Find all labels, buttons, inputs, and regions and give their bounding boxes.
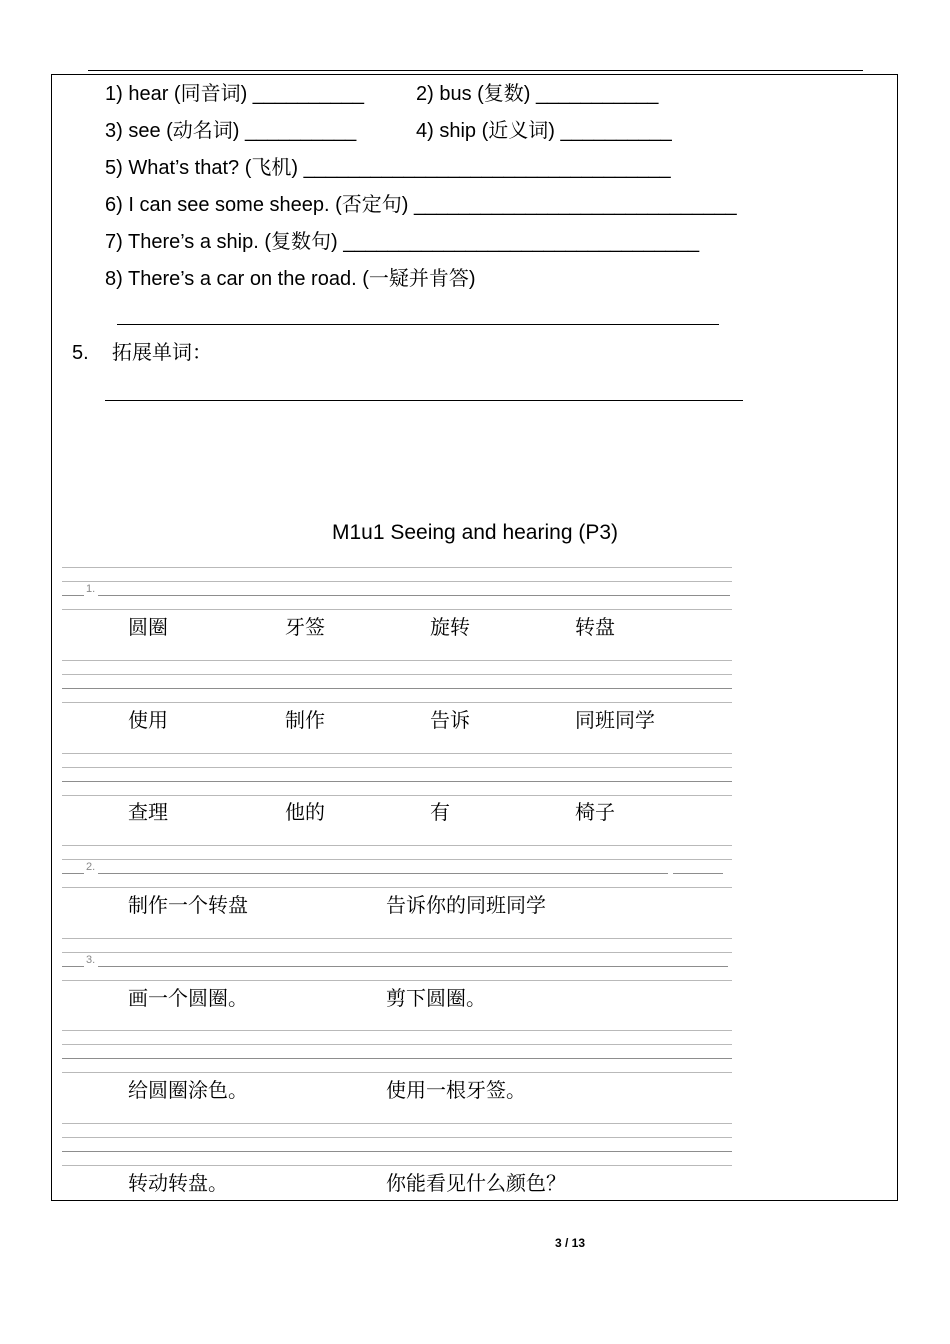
guide-line (98, 966, 728, 967)
guide-line (62, 938, 732, 939)
guide-line (62, 1137, 732, 1138)
guide-line (62, 581, 732, 582)
section-label: 拓展单词： (112, 340, 212, 364)
phrase: 制作一个转盘 (128, 893, 248, 917)
exercise-item-4: 4) ship (近义词) __________ (416, 120, 672, 142)
sentence: 转动转盘。 (128, 1171, 228, 1195)
guide-line (62, 781, 732, 782)
exercise-item-6: 6) I can see some sheep. (否定句) _____________________________ (105, 194, 737, 216)
answer-line (105, 400, 743, 401)
sentence: 你能看见什么颜色？ (386, 1171, 566, 1195)
vocab-word: 转盘 (575, 615, 615, 639)
exercise-item-2: 2) bus (复数) ___________ (416, 83, 659, 105)
page-number: 3 / 13 (554, 1236, 586, 1250)
vocab-word: 告诉 (430, 708, 470, 732)
guide-line (62, 1072, 732, 1073)
header-rule (88, 70, 863, 71)
guide-line (62, 1123, 732, 1124)
section-number: 5. (72, 342, 89, 364)
sentence: 给圆圈涂色。 (128, 1078, 248, 1102)
guide-line (98, 595, 730, 596)
vocab-word: 同班同学 (575, 708, 655, 732)
vocab-word: 椅子 (575, 800, 615, 824)
guide-line (62, 688, 732, 689)
vocab-word: 他的 (285, 800, 325, 824)
exercise-item-3: 3) see (动名词) __________ (105, 120, 357, 142)
guide-line (62, 660, 732, 661)
guide-line (62, 1044, 732, 1045)
guide-line (62, 859, 732, 860)
guide-line (673, 873, 723, 874)
guide-line (62, 1030, 732, 1031)
guide-line (62, 567, 732, 568)
guide-line (62, 966, 84, 967)
exercise-item-5: 5) What’s that? (飞机) _________________________________ (105, 157, 671, 179)
guide-line (98, 873, 668, 874)
part-number: 2. (86, 861, 96, 873)
guide-line (62, 952, 732, 953)
guide-line (62, 795, 732, 796)
guide-line (62, 1165, 732, 1166)
guide-line (62, 1058, 732, 1059)
answer-line (117, 324, 719, 325)
guide-line (62, 873, 84, 874)
guide-line (62, 753, 732, 754)
vocab-word: 制作 (285, 708, 325, 732)
vocab-word: 查理 (128, 800, 168, 824)
sentence: 画一个圆圈。 (128, 986, 248, 1010)
exercise-item-1: 1) hear (同音词) __________ (105, 83, 365, 105)
vocab-word: 旋转 (430, 615, 470, 639)
guide-line (62, 595, 84, 596)
part-number: 3. (86, 954, 96, 966)
guide-line (62, 1151, 732, 1152)
guide-line (62, 980, 732, 981)
lesson-title: M1u1 Seeing and hearing (P3) (331, 521, 619, 544)
guide-line (62, 767, 732, 768)
vocab-word: 使用 (128, 708, 168, 732)
guide-line (62, 845, 732, 846)
part-number: 1. (86, 583, 96, 595)
exercise-item-7: 7) There’s a ship. (复数句) ________________________________ (105, 231, 700, 253)
sentence: 剪下圆圈。 (386, 986, 486, 1010)
guide-line (62, 674, 732, 675)
vocab-word: 圆圈 (128, 615, 168, 639)
vocab-word: 有 (430, 800, 450, 824)
phrase: 告诉你的同班同学 (386, 893, 546, 917)
vocab-word: 牙签 (285, 615, 325, 639)
guide-line (62, 609, 732, 610)
exercise-item-8: 8) There’s a car on the road. (一疑并肯答) (105, 268, 476, 290)
guide-line (62, 887, 732, 888)
sentence: 使用一根牙签。 (386, 1078, 526, 1102)
guide-line (62, 702, 732, 703)
